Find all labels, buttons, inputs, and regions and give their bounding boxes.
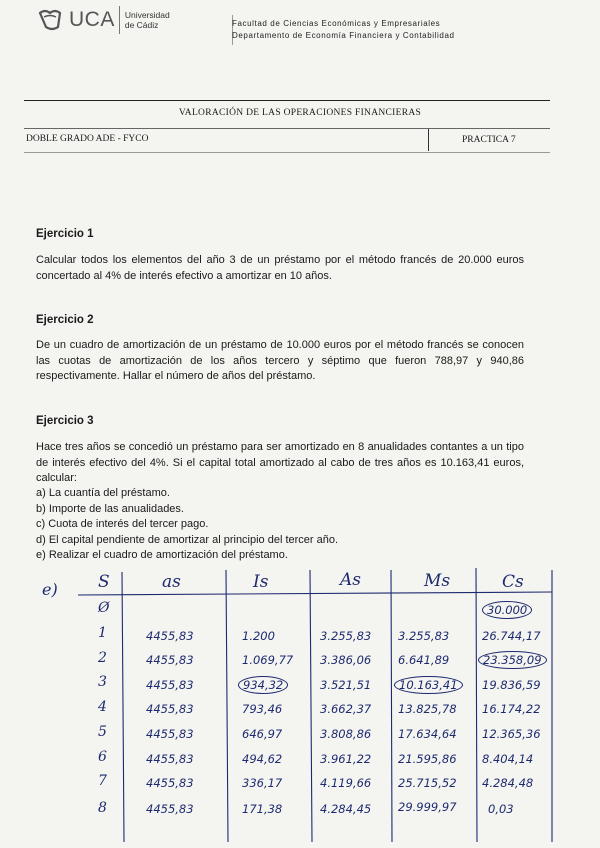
question-e: e) Realizar el cuadro de amortización del préstamo. [36, 549, 288, 561]
row-3-annuity: 4455,83 [146, 678, 194, 692]
row-1-period: 1 [98, 625, 107, 641]
row-1-capital: 26.744,17 [482, 629, 541, 643]
header-total-amortized: Ms [424, 571, 451, 591]
row-2-capital-value: 23.358,09 [478, 651, 547, 669]
department-name: Departamento de Economía Financiera y Contabilidad [232, 31, 455, 40]
row-4-amortization: 3.662,37 [320, 702, 372, 716]
row-0-capital [482, 603, 532, 617]
subject-title: VALORACIÓN DE LAS OPERACIONES FINANCIERAS [178, 108, 422, 118]
row-5-amortization: 3.808,86 [320, 727, 372, 741]
row-0-capital-value: 30.000 [482, 601, 532, 619]
row-2-total-amortized: 6.641,89 [398, 653, 450, 667]
row-3-total-amortized [394, 678, 463, 692]
question-b: b) Importe de las anualidades. [36, 502, 184, 515]
row-2-annuity: 4455,83 [146, 653, 194, 667]
column-divider-4 [391, 570, 392, 842]
header-amortization: As [340, 570, 362, 590]
row-6-annuity: 4455,83 [146, 752, 194, 766]
row-5-interest: 646,97 [242, 727, 283, 741]
row-1-amortization: 3.255,83 [320, 629, 372, 643]
row-7-interest: 336,17 [242, 776, 283, 790]
column-divider-2 [226, 570, 228, 842]
row-7-total-amortized: 25.715,52 [398, 776, 457, 790]
row-2-period: 2 [98, 650, 107, 666]
question-d: d) El capital pendiente de amortizar al principio del tercer año. [36, 533, 339, 546]
row-3-interest [238, 678, 288, 692]
exercise-2-title: Ejercicio 2 [36, 314, 94, 326]
row-5-period: 5 [98, 724, 107, 740]
row-8-total-amortized: 29.999,97 [398, 800, 457, 814]
row-7-annuity: 4455,83 [146, 776, 194, 790]
row-2-capital [478, 653, 547, 667]
row-1-interest: 1.200 [242, 629, 275, 643]
exercise-2-text: De un cuadro de amortización de un préstamo de 10.000 euros por el método francés se conocen las cuotas de amortización de los años tercero y séptimo que fueron 788,97 y 940,86 respectivamente. Hallar el número de años del préstamo. [36, 339, 524, 382]
university-name-line1: Universidad [124, 10, 170, 20]
row-6-capital: 8.404,14 [482, 752, 534, 766]
row-4-capital: 16.174,22 [482, 702, 541, 716]
row-8-annuity: 4455,83 [146, 802, 194, 816]
exercise-1-title: Ejercicio 1 [36, 228, 94, 240]
exercise-3-text: Hace tres años se concedió un préstamo para ser amortizado en 8 anualidades contantes a un tipo de interés efectivo del 4%. Si el capital total amortizado al cabo de tres años es 10.163,41 euros, calcular: [36, 441, 524, 484]
handwritten-part-label: e) [42, 580, 58, 599]
row-6-interest: 494,62 [242, 752, 283, 766]
row-1-total-amortized: 3.255,83 [398, 629, 450, 643]
header-pending-capital: Cs [502, 572, 524, 592]
header-annuity: as [162, 572, 181, 592]
row-8-period: 8 [98, 800, 107, 816]
row-3-total-amortized-value: 10.163,41 [394, 676, 463, 694]
row-3-period: 3 [98, 674, 107, 690]
row-5-annuity: 4455,83 [146, 727, 194, 741]
row-8-amortization: 4.284,45 [320, 802, 372, 816]
question-a: a) La cuantía del préstamo. [36, 487, 170, 499]
row-8-interest: 171,38 [242, 802, 283, 816]
row-3-interest-value: 934,32 [238, 676, 288, 694]
row-3-capital: 19.836,59 [482, 678, 541, 692]
row-7-period: 7 [98, 773, 107, 789]
column-divider-5 [476, 568, 477, 842]
row-3-amortization: 3.521,51 [320, 678, 372, 692]
degree-label: DOBLE GRADO ADE - FYCO [26, 134, 149, 144]
row-4-period: 4 [98, 699, 107, 715]
row-7-capital: 4.284,48 [482, 776, 534, 790]
column-divider-3 [310, 570, 312, 842]
row-5-capital: 12.365,36 [482, 727, 541, 741]
exercise-3-title: Ejercicio 3 [36, 415, 94, 427]
row-5-total-amortized: 17.634,64 [398, 727, 457, 741]
header-period: S [98, 572, 110, 592]
logo-text: UCA [69, 8, 115, 31]
exercise-1-text: Calcular todos los elementos del año 3 de un préstamo por el método francés de 20.000 euros concertado al 4% de interés efectivo a amortizar en 10 años. [36, 254, 524, 282]
row-7-amortization: 4.119,66 [320, 776, 372, 790]
row-8-capital: 0,03 [488, 802, 514, 816]
row-4-annuity: 4455,83 [146, 702, 194, 716]
row-0-period: Ø [98, 600, 110, 616]
row-4-interest: 793,46 [242, 702, 283, 716]
header-interest: Is [253, 572, 269, 592]
faculty-name: Facultad de Ciencias Económicas y Empresariales [232, 19, 441, 28]
row-6-amortization: 3.961,22 [320, 752, 372, 766]
header-underline [78, 592, 552, 595]
row-6-period: 6 [98, 749, 107, 765]
practice-label: PRACTICA 7 [462, 135, 516, 145]
question-c: c) Cuota de interés del tercer pago. [36, 518, 209, 530]
row-2-amortization: 3.386,06 [320, 653, 372, 667]
row-4-total-amortized: 13.825,78 [398, 702, 457, 716]
university-name-line2: de Cádiz [124, 20, 159, 30]
row-6-total-amortized: 21.595,86 [398, 752, 457, 766]
row-2-interest: 1.069,77 [242, 653, 294, 667]
row-1-annuity: 4455,83 [146, 629, 194, 643]
column-divider-1 [122, 572, 124, 842]
